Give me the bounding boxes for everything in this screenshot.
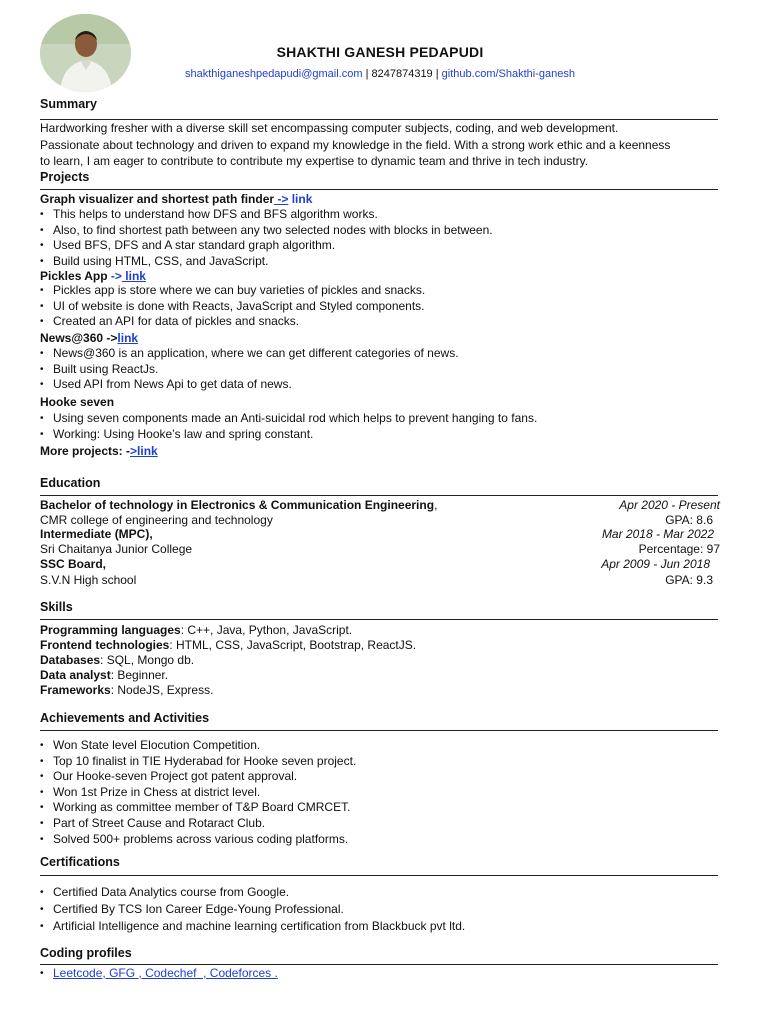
summary-line: Passionate about technology and driven to expand my knowledge in the field. With a strong work ethic and a keenness: [40, 137, 671, 152]
education-row: [40, 498, 720, 513]
skill-label: Databases: [40, 653, 101, 667]
separator: ,: [135, 966, 146, 980]
date-range: Mar 2018 - Mar 2022: [601, 527, 714, 541]
list-item: • Used BFS, DFS and A star standard graph algorithm.: [40, 238, 730, 254]
divider: [40, 189, 718, 190]
degree-name: Bachelor of technology in Electronics & Communication Engineering: [40, 498, 435, 512]
candidate-name: SHAKTHI GANESH PEDAPUDI: [276, 44, 484, 60]
achievements-heading: Achievements and Activities: [40, 711, 210, 725]
summary-heading: Summary: [40, 97, 97, 111]
list-item: • Top 10 finalist in TIE Hyderabad for Hooke seven project.: [40, 754, 730, 770]
project-arrow: ->: [103, 331, 118, 345]
project-arrow: ->: [107, 269, 122, 283]
codeforces-link[interactable]: Codeforces: [209, 966, 272, 980]
gfg-link[interactable]: GFG: [109, 966, 136, 980]
education-row: [40, 542, 720, 557]
summary-text: [40, 120, 730, 170]
achievements-list: [40, 738, 730, 847]
summary-line: to learn, I am eager to contribute to contribute my expertise to dynamic team and thrive in tech industry.: [40, 154, 589, 168]
list-item: • Built using ReactJs.: [40, 362, 730, 378]
education-row: [40, 573, 720, 588]
list-item: • This helps to understand how DFS and BFS algorithm works.: [40, 207, 730, 223]
list-item: • Won State level Elocution Competition.: [40, 738, 730, 754]
degree-name: Intermediate (MPC),: [40, 527, 153, 541]
divider: [40, 964, 718, 965]
degree-name: SSC Board,: [40, 557, 107, 571]
separator: |: [432, 68, 442, 80]
skill-value: : C++, Java, Python, JavaScript.: [180, 623, 353, 637]
separator: .: [271, 966, 278, 980]
project-bullets: [40, 283, 730, 330]
grade: GPA: 9.3: [665, 573, 713, 587]
skills-heading: Skills: [40, 600, 73, 614]
list-item: • Used API from News Api to get data of news.: [40, 377, 730, 393]
project-bullets: [40, 411, 730, 442]
skill-value: : SQL, Mongo db.: [100, 653, 195, 667]
project-title: Hooke seven: [40, 395, 115, 409]
skill-row: [40, 683, 720, 698]
institution: CMR college of engineering and technology: [40, 513, 273, 527]
certifications-heading: Certifications: [40, 855, 120, 869]
education-row: [40, 527, 720, 542]
project-link[interactable]: link: [288, 192, 313, 206]
list-item: • Build using HTML, CSS, and JavaScript.: [40, 254, 730, 270]
education-heading: Education: [40, 476, 101, 490]
punctuation: ,: [434, 498, 438, 512]
list-item: • Working: Using Hooke’s law and spring constant.: [40, 427, 730, 443]
list-item: • UI of website is done with Reacts, JavaScript and Styled components.: [40, 299, 730, 315]
skill-label: Frontend technologies: [40, 638, 170, 652]
project-link[interactable]: link: [117, 331, 139, 345]
institution: S.V.N High school: [40, 573, 137, 587]
date-range: Apr 2020 - Present: [619, 498, 720, 512]
list-item: • Our Hooke-seven Project got patent approval.: [40, 769, 730, 785]
more-projects-label: More projects: -: [40, 444, 131, 458]
list-item: • Solved 500+ problems across various coding platforms.: [40, 832, 730, 848]
grade: Percentage: 97: [638, 542, 720, 556]
more-projects-link[interactable]: >link: [130, 444, 158, 458]
skill-label: Data analyst: [40, 668, 111, 682]
summary-line: Hardworking fresher with a diverse skill set encompassing computer subjects, coding, and web development.: [40, 121, 619, 135]
project-title: [40, 269, 146, 283]
project-name: News@360: [40, 331, 104, 345]
date-range: Apr 2009 - Jun 2018: [601, 557, 710, 571]
list-item: [40, 966, 730, 982]
skill-value: : HTML, CSS, JavaScript, Bootstrap, ReactJS.: [169, 638, 417, 652]
list-item: • Using seven components made an Anti-suicidal rod which helps to prevent hanging to fans.: [40, 411, 730, 427]
education-row: [40, 513, 720, 528]
certifications-list: [40, 884, 730, 935]
skill-label: Frameworks: [40, 683, 111, 697]
skill-value: : NodeJS, Express.: [110, 683, 214, 697]
separator: ,: [196, 966, 210, 980]
skill-row: [40, 623, 720, 638]
skill-row: [40, 668, 720, 683]
project-bullets: [40, 346, 730, 393]
more-projects: [40, 444, 158, 458]
separator: |: [362, 68, 372, 80]
project-arrow: ->: [274, 192, 289, 206]
contact-line: [0, 68, 760, 80]
coding-profiles-heading: Coding profiles: [40, 946, 132, 960]
project-name: Graph visualizer and shortest path finder: [40, 192, 275, 206]
institution: Sri Chaitanya Junior College: [40, 542, 193, 556]
list-item: • News@360 is an application, where we can get different categories of news.: [40, 346, 730, 362]
divider: [40, 495, 718, 496]
project-title: [40, 192, 312, 206]
list-item: • Created an API for data of pickles and snacks.: [40, 314, 730, 330]
divider: [40, 730, 718, 731]
email-link[interactable]: shakthiganeshpedapudi@gmail.com: [185, 68, 363, 80]
list-item: • Artificial Intelligence and machine learning certification from Blackbuck pvt ltd.: [40, 918, 730, 935]
github-link[interactable]: github.com/Shakthi-ganesh: [441, 68, 575, 80]
project-link[interactable]: link: [121, 269, 146, 283]
project-bullets: [40, 207, 730, 269]
list-item: • Pickles app is store where we can buy varieties of pickles and snacks.: [40, 283, 730, 299]
project-title: [40, 331, 138, 345]
list-item: • Certified By TCS Ion Career Edge-Young Professional.: [40, 901, 730, 918]
skill-label: Programming languages: [40, 623, 181, 637]
project-name: Pickles App: [40, 269, 108, 283]
skill-row: [40, 638, 720, 653]
separator: ,: [102, 966, 110, 980]
phone-number: 8247874319: [371, 68, 433, 80]
skill-row: [40, 653, 720, 668]
list-item: • Part of Street Cause and Rotaract Club.: [40, 816, 730, 832]
list-item: • Won 1st Prize in Chess at district level.: [40, 785, 730, 801]
list-item: • Also, to find shortest path between any two selected nodes with blocks in between.: [40, 223, 730, 239]
education-row: [40, 557, 720, 572]
codechef-link[interactable]: Codechef: [145, 966, 197, 980]
coding-profiles-list: [40, 966, 730, 982]
divider: [40, 619, 718, 620]
grade: GPA: 8.6: [665, 513, 713, 527]
skill-value: : Beginner.: [110, 668, 169, 682]
list-item: • Certified Data Analytics course from Google.: [40, 884, 730, 901]
divider: [40, 875, 718, 876]
list-item: • Working as committee member of T&P Board CMRCET.: [40, 800, 730, 816]
projects-heading: Projects: [40, 170, 90, 184]
leetcode-link[interactable]: Leetcode: [53, 966, 103, 980]
